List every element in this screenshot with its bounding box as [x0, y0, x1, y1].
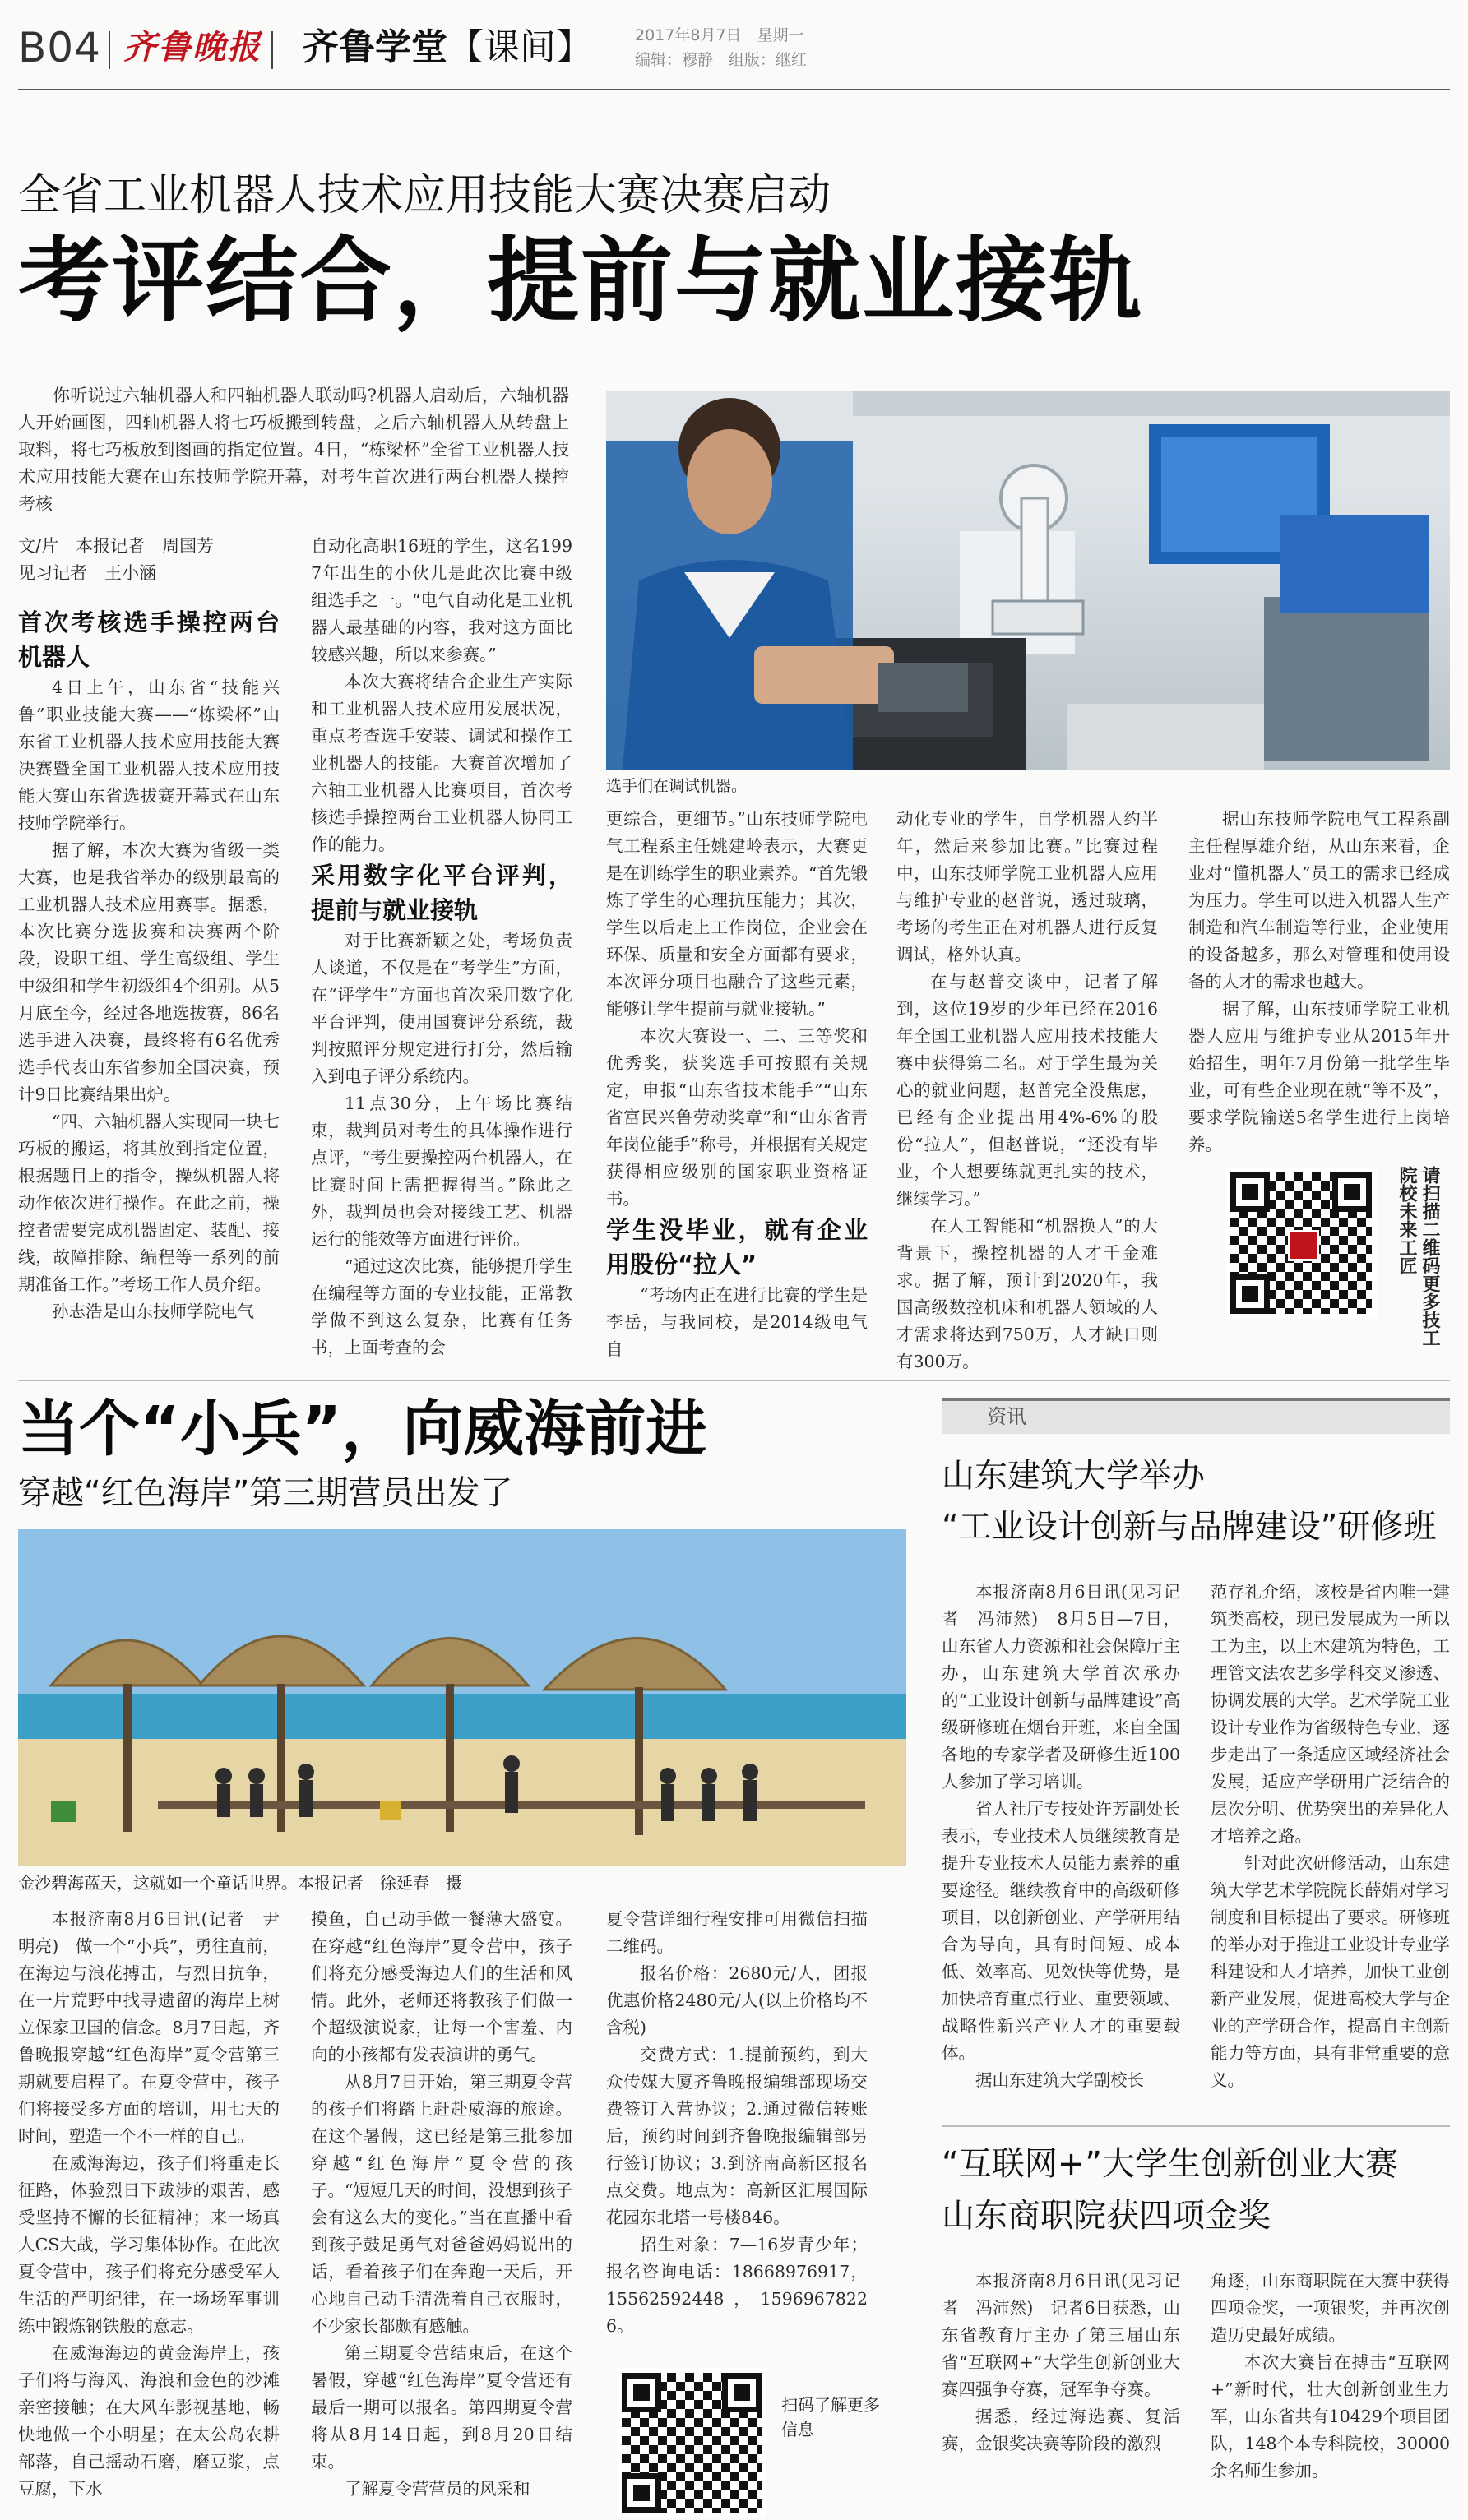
text: 从8月7日开始，第三期夏令营的孩子们将踏上赶赴威海的旅途。在这个暑假，这已经是第三批参加穿越“红色海岸”夏令营的孩子。“短短几天的时间，没想到孩子会有这么大的变化。”当在直播中看到孩子鼓足勇气对爸爸妈妈说出的话，看着孩子们在奔跑一天后，开心地自己动手清洗着自己衣服时，不少家长都颇有感触。	[311, 2072, 572, 2336]
sidebar-story1-col2	[1211, 1579, 1450, 2105]
text: 角逐，山东商职院在大赛中获得四项金奖，一项银奖，并再次创造历史最好成绩。	[1211, 2271, 1450, 2345]
text: 本报济南8月6日讯(见习记者 冯沛然) 8月5日—7日，山东省人力资源和社会保障厅主办，山东建筑大学首次承办的“工业设计创新与品牌建设”高级研修班在烟台开班，来自全国各地的专家学者及研修生近100人参加了学习培训。	[942, 1582, 1180, 1792]
header-divider-1	[109, 31, 110, 69]
qr-logo-icon	[1288, 1230, 1319, 1261]
subhead-2: 采用数字化平台评判，提前与就业接轨	[311, 862, 572, 924]
section-separator	[18, 1380, 1450, 1381]
article1-qr-code[interactable]	[1225, 1168, 1377, 1319]
article1-col3	[606, 806, 868, 1359]
text: 本次大赛旨在搏击“互联网+”新时代，壮大创新创业生力军，山东省共有10429个项目团队，148个本专科院校，30000余名师生参加。	[1211, 2352, 1450, 2481]
article1-photo-caption: 选手们在调试机器。	[606, 777, 748, 795]
article1-qr-note: 请扫描二维码更多技工院校未来工匠	[1396, 1166, 1440, 1347]
text: 据悉，经过海选赛、复活赛，金银奖决赛等阶段的激烈	[942, 2407, 1180, 2453]
article1-col2	[311, 533, 572, 1355]
robot-workshop-illustration	[606, 391, 1450, 770]
text: “考场内正在进行比赛的学生是李岳，与我同校，是2014级电气自	[606, 1285, 868, 1359]
article1-headline: 考评结合，提前与就业接轨	[18, 228, 1143, 335]
page-number: B04	[18, 24, 101, 72]
text: 自动化高职16班的学生，这名1997年出生的小伙儿是此次比赛中级组选手之一。“电气自动化是工业机器人最基础的内容，我对这方面比较感兴趣，所以来参赛。”	[311, 536, 572, 664]
text: 摸鱼，自己动手做一餐薄大盛宴。在穿越“红色海岸”夏令营中，孩子们将充分感受海边人们的生活和风情。此外，老师还将教孩子们做一个超级演说家，让每一个害羞、内向的小孩都有发表演讲的勇气。	[311, 1909, 572, 2065]
sidebar-story1-title-line1: 山东建筑大学举办	[942, 1457, 1205, 1495]
header-bottom-rule	[18, 89, 1450, 90]
text: 据了解，本次大赛为省级一类大赛，也是我省举办的级别最高的工业机器人技术应用赛事。据悉，本次比赛分选拔赛和决赛两个阶段，设职工组、学生高级组、学生中级组和学生初级组4个组别。从5月底至今，经过各地选拔赛，86名选手进入决赛，最终将有6名优秀选手代表山东省参加全国决赛，预计9日比赛结果出炉。	[18, 840, 280, 1104]
qr-corner	[722, 2373, 762, 2412]
sidebar-story-divider	[942, 2125, 1450, 2127]
article2-col1	[18, 1906, 280, 2514]
beach-illustration	[18, 1529, 906, 1866]
text: 据山东技师学院电气工程系副主任程厚雄介绍，从山东来看，企业对“懂机器人”员工的需求已经成为压力。学生可以进入机器人生产制造和汽车制造等行业，企业使用的设备越多，那么对管理和使用设备的人才的需求也越大。	[1188, 809, 1450, 992]
article1-col4	[896, 806, 1158, 1371]
text: 夏令营详细行程安排可用微信扫描二维码。	[606, 1909, 868, 1956]
text: 范存礼介绍，该校是省内唯一建筑类高校，现已发展成为一所以工为主，以土木建筑为特色，工理管文法农艺多学科交叉渗透、协调发展的大学。艺术学院工业设计专业作为省级特色专业，逐步走出了一条适应区域经济社会发展，适应产学研用广泛结合的层次分明、优势突出的差异化人才培养之路。	[1211, 1582, 1450, 1846]
article1-photo	[606, 391, 1450, 770]
lead-text: 你听说过六轴机器人和四轴机器人联动吗?机器人启动后，六轴机器人开始画图，四轴机器人将七巧板搬到转盘，之后六轴机器人从转盘上取料，将七巧板放到图画的指定位置。4日，“栋梁杯”全省工业机器人技术应用技能大赛在山东技师学院开幕，对考生首次进行两台机器人操控考核	[18, 386, 569, 514]
text: 本报济南8月6日讯(记者 尹明亮) 做一个“小兵”，勇往直前，在海边与浪花搏击，与烈日抗争，在一片荒野中找寻遗留的海岸上树立保家卫国的信念。8月7日起，齐鲁晚报穿越“红色海岸”夏令营第三期就要启程了。在夏令营中，孩子们将接受多方面的培训，用七天的时间，塑造一个不一样的自己。	[18, 1909, 280, 2146]
text: 交费方式：1.提前预约，到大众传媒大厦齐鲁晚报编辑部现场交费签订入营协议；2.通过微信转账后，预约时间到齐鲁晚报编辑部另行签订协议；3.到济南高新区报名点交费。地点为：高新区汇展国际花园东北塔一号楼846。	[606, 2045, 868, 2227]
article2-qr-note: 扫码了解更多信息	[781, 2395, 880, 2439]
text: 据山东建筑大学副校长	[975, 2070, 1144, 2090]
article1-lead	[18, 382, 569, 518]
sidebar-story2-col2	[1211, 2268, 1450, 2514]
text: 孙志浩是山东技师学院电气	[52, 1302, 254, 1321]
article1-col5	[1188, 806, 1450, 1154]
text: 了解夏令营营员的风采和	[345, 2479, 530, 2499]
sidebar-story2-col1	[942, 2268, 1180, 2514]
article1-col1	[18, 533, 280, 1355]
section-name: 齐鲁学堂	[303, 26, 447, 68]
masthead-logo: 齐鲁晚报	[123, 28, 262, 67]
article2-photo-caption: 金沙碧海蓝天，这就如一个童话世界。本报记者 徐延春 摄	[18, 1873, 462, 1893]
sidebar-story1-col1	[942, 1579, 1180, 2105]
text: 更综合，更细节。”山东技师学院电气工程系主任姚建岭表示，大赛更是在训练学生的职业素养。“首先锻炼了学生的心理抗压能力；其次，学生以后走上工作岗位，企业会在环保、质量和安全方面都有要求，本次评分项目也融合了这些元素，能够让学生提前与就业接轨。”	[606, 809, 868, 1019]
text: 针对此次研修活动，山东建筑大学艺术学院院长薛娟对学习制度和目标提出了要求。研修班的举办对于推进工业设计专业学科建设和人才培养，加快工业创新产业发展，促进高校大学与企业的产学研合作，提高自主创新能力等方面，具有非常重要的意义。	[1211, 1853, 1450, 2090]
text: “通过这次比赛，能够提升学生在编程等方面的专业技能，正常教学做不到这么复杂，比赛有任务书，上面考查的会	[311, 1256, 572, 1357]
text: 在威海海边，孩子们将重走长征路，体验烈日下跋涉的艰苦，感受坚持不懈的长征精神；来一场真人CS大战，学习集体协作。在此次夏令营中，孩子们将充分感受军人生活的严明纪律，在一场场军事训练中锻炼钢铁般的意志。	[18, 2153, 280, 2336]
subhead-1: 首次考核选手操控两台机器人	[18, 608, 280, 671]
article2-photo	[18, 1529, 906, 1866]
text: 本次大赛将结合企业生产实际和工业机器人技术应用发展状况，重点考查选手安装、调试和操作工业机器人的技能。大赛首次增加了六轴工业机器人比赛项目，首次考核选手操控两台工业机器人协同工作的能力。	[311, 672, 572, 854]
article1-kicker: 全省工业机器人技术应用技能大赛决赛启动	[18, 171, 831, 220]
qr-corner	[1230, 1172, 1270, 1212]
text: 11点30分，上午场比赛结束，裁判员对考生的具体操作进行点评，“考生要操控两台机器人，在比赛时间上需把握得当。”除此之外，裁判员也会对接线工艺、机器运行的能效等方面进行评价。	[311, 1094, 572, 1249]
text: 第三期夏令营结束后，在这个暑假，穿越“红色海岸”夏令营还有最后一期可以报名。第四期夏令营将从8月14日起，到8月20日结束。	[311, 2343, 572, 2471]
article2-col2	[311, 1906, 572, 2514]
text: 对于比赛新颖之处，考场负责人谈道，不仅是在“考学生”方面，在“评学生”方面也首次采用数字化平台评判，使用国赛评分系统，裁判按照评分规定进行打分，然后输入到电子评分系统内。	[311, 931, 572, 1086]
section-title	[303, 23, 592, 72]
article2-subhead: 穿越“红色海岸”第三期营员出发了	[18, 1474, 513, 1512]
qr-corner	[1230, 1274, 1270, 1314]
qr-corner	[1332, 1172, 1372, 1212]
text: 招生对象：7—16岁青少年；报名咨询电话：18668976917，15562592448，15969678226。	[606, 2235, 868, 2336]
sidebar-story2-title-line1: “互联网+”大学生创新创业大赛	[942, 2145, 1398, 2183]
byline-2: 见习记者 王小涵	[18, 563, 156, 583]
byline-1: 文/片 本报记者 周国芳	[18, 536, 215, 556]
column-name: 【课间】	[447, 26, 592, 68]
qr-corner	[622, 2473, 661, 2513]
text: 4日上午，山东省“技能兴鲁”职业技能大赛——“栋梁杯”山东省工业机器人技术应用技能大赛决赛暨全国工业机器人技术应用技能大赛山东省选拔赛开幕式在山东技师学院举行。	[18, 677, 280, 833]
sidebar-story2-title-line2: 山东商职院获四项金奖	[942, 2197, 1271, 2235]
text: 在威海海边的黄金海岸上，孩子们将与海风、海浪和金色的沙滩亲密接触；在大风车影视基地，畅快地做一个小明星；在太公岛农耕部落，自己摇动石磨，磨豆浆，点豆腐，下水	[18, 2343, 280, 2499]
text: “四、六轴机器人实现同一块七巧板的搬运，将其放到指定位置，根据题目上的指令，操纵机器人将动作依次进行操作。在此之前，操控者需要完成机器固定、装配、接线，故障排除、编程等一系列的前期准备工作。”考场工作人员介绍。	[18, 1112, 280, 1294]
sidebar-label: 资讯	[987, 1405, 1026, 1428]
text: 省人社厅专技处许芳副处长表示，专业技术人员继续教育是提升专业技术人员能力素养的重要途径。继续教育中的高级研修项目，以创新创业、产学研用结合为导向，具有时间短、成本低、效率高、见效快等优势，是加快培育重点行业、重要领域、战略性新兴产业人才的重要载体。	[942, 1799, 1180, 2063]
issue-date: 2017年8月7日 星期一	[635, 26, 804, 44]
text: 报名价格：2680元/人，团报优惠价格2480元/人(以上价格均不含税)	[606, 1963, 868, 2037]
subhead-3: 学生没毕业，就有企业用股份“拉人”	[606, 1216, 868, 1278]
text: 动化专业的学生，自学机器人约半年，然后来参加比赛。”比赛过程中，山东技师学院工业机器人应用与维护专业的赵普说，透过玻璃，考场的考生正在对机器人进行反复调试，格外认真。	[896, 809, 1158, 964]
text: 本报济南8月6日讯(见习记者 冯沛然) 记者6日获悉，山东省教育厅主办了第三届山东省“互联网+”大学生创新创业大赛四强争夺赛，冠军争夺赛。	[942, 2271, 1180, 2399]
article2-col3	[606, 1906, 868, 2366]
editors: 编辑：穆静 组版：继红	[635, 51, 808, 69]
text: 本次大赛设一、二、三等奖和优秀奖，获奖选手可按照有关规定，申报“山东省技术能手”“山东省富民兴鲁劳动奖章”和“山东省青年岗位能手”称号，并根据有关规定获得相应级别的国家职业资格证书。	[606, 1026, 868, 1209]
text: 在与赵普交谈中，记者了解到，这位19岁的少年已经在2016年全国工业机器人应用技术技能大赛中获得第二名。对于学生最为关心的就业问题，赵普完全没焦虑，已经有企业提出用4%-6%的股份“拉人”，但赵普说，“还没有毕业，个人想要练就更扎实的技术，继续学习。”	[896, 972, 1158, 1209]
qr-corner	[622, 2373, 661, 2412]
article2-headline: 当个“小兵”，向威海前进	[18, 1394, 707, 1464]
sidebar-story1-title-line2: “工业设计创新与品牌建设”研修班	[942, 1508, 1437, 1546]
text: 在人工智能和“机器换人”的大背景下，操控机器的人才千金难求。据了解，预计到2020年，我国高级数控机床和机器人领域的人才需求将达到750万，人才缺口则有300万。	[896, 1216, 1158, 1371]
text: 据了解，山东技师学院工业机器人应用与维护专业从2015年开始招生，明年7月份第一批学生毕业，可有些企业现在就“等不及”，要求学院输送5名学生进行上岗培养。	[1188, 999, 1450, 1154]
header-divider-2	[271, 31, 273, 69]
article2-qr-code[interactable]	[617, 2368, 766, 2518]
